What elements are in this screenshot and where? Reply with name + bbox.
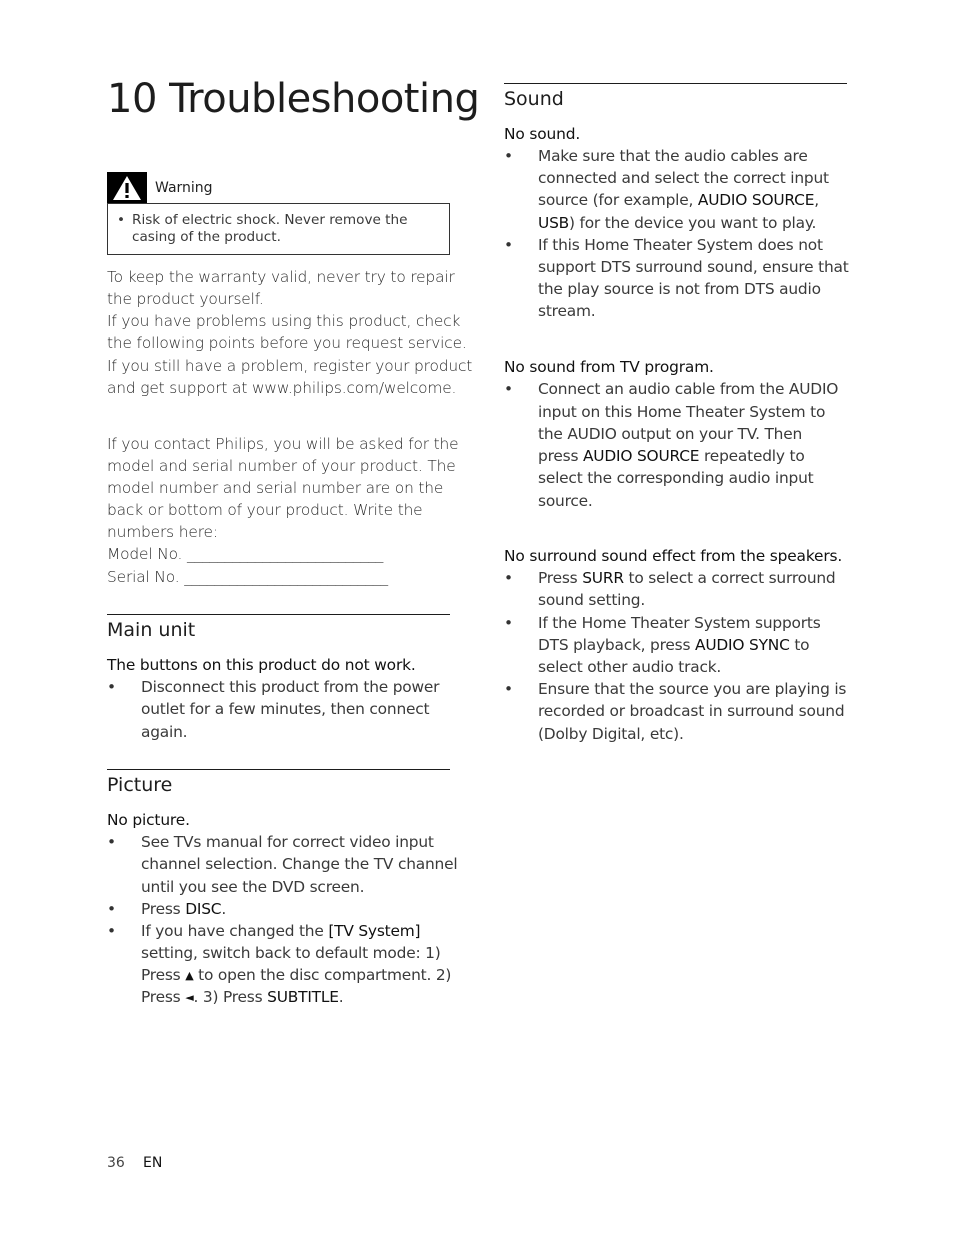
bullet-marker: • (107, 833, 117, 851)
section-heading-picture: Picture (107, 774, 173, 796)
text: to select a correct surround (623, 569, 836, 587)
bullet-text: Connect an audio cable from the AUDIO (538, 380, 839, 398)
bullet-marker: • (504, 236, 514, 254)
left-arrow-icon: ◄ (185, 991, 194, 1004)
language-code: EN (143, 1155, 163, 1171)
bullet-text (141, 986, 343, 1009)
bullet-marker: • (107, 900, 117, 918)
bullet-text: Ensure that the source you are playing is (538, 680, 847, 698)
warning-line-1: Risk of electric shock. Never remove the (132, 212, 408, 228)
bullet-text (538, 567, 836, 589)
text: repeatedly to (699, 447, 805, 465)
question-heading: No sound from TV program. (504, 358, 714, 376)
text: to (789, 636, 810, 654)
bullet-text: (Dolby Digital, etc). (538, 725, 684, 743)
bullet-text: until you see the DVD screen. (141, 878, 365, 896)
intro-line: If you still have a problem, register your product (107, 357, 473, 375)
bullet-text: See TVs manual for correct video input (141, 833, 434, 851)
bullet-text (538, 212, 816, 234)
text: If you have changed the (141, 922, 329, 940)
bullet-text: select the corresponding audio input (538, 469, 814, 487)
bullet-text: Make sure that the audio cables are (538, 147, 808, 165)
bullet-marker: • (504, 147, 514, 165)
section-heading-sound: Sound (504, 88, 564, 110)
bullet-marker: • (107, 922, 117, 940)
text: DTS playback, press (538, 636, 696, 654)
button-name-audio-source: AUDIO SOURCE (582, 447, 700, 465)
serial-number-field: Serial No. ___________________________ (107, 568, 388, 586)
intro-line: the product yourself. (107, 290, 264, 308)
text: Press (141, 966, 186, 984)
bullet-marker: • (504, 380, 514, 398)
bullet-text (141, 964, 451, 987)
bullet-text: source. (538, 492, 593, 510)
contact-line: numbers here: (107, 523, 218, 541)
bullet-text: input on this Home Theater System to (538, 403, 826, 421)
source-name-usb: USB (538, 214, 569, 232)
question-heading: The buttons on this product do not work. (107, 656, 416, 674)
bullet-text: the play source is not from DTS audio (538, 280, 821, 298)
text: ) for the device you want to play. (569, 214, 817, 232)
warning-bullet: • (117, 212, 126, 228)
text: Press (141, 900, 186, 918)
bullet-text (141, 898, 226, 920)
eject-icon: ▲ (185, 969, 194, 982)
button-name-surr: SURR (582, 569, 624, 587)
bullet-marker: • (504, 614, 514, 632)
text: Press (141, 988, 186, 1006)
section-divider (107, 769, 450, 770)
bullet-text (538, 445, 805, 467)
bullet-text: Disconnect this product from the power (141, 678, 440, 696)
bullet-text: recorded or broadcast in surround sound (538, 702, 845, 720)
intro-line: To keep the warranty valid, never try to repair (107, 268, 455, 286)
button-name-audio-sync: AUDIO SYNC (695, 636, 790, 654)
contact-line: model and serial number of your product. The (107, 457, 456, 475)
text: , (814, 191, 819, 209)
text: . (221, 900, 227, 918)
button-name-subtitle: SUBTITLE (267, 988, 339, 1006)
text: . 3) Press (193, 988, 268, 1006)
warning-label: Warning (155, 180, 213, 196)
bullet-marker: • (107, 678, 117, 696)
warning-line-2: casing of the product. (132, 229, 281, 245)
bullet-marker: • (504, 569, 514, 587)
bullet-text (141, 920, 420, 942)
text: source (for example, (538, 191, 698, 209)
bullet-text (538, 634, 809, 656)
bullet-text: If this Home Theater System does not (538, 236, 823, 254)
bullet-text: stream. (538, 302, 596, 320)
section-heading-main-unit: Main unit (107, 619, 196, 641)
bullet-text: again. (141, 723, 188, 741)
contact-line: If you contact Philips, you will be asked for the (107, 435, 459, 453)
setting-name-tv-system: [TV System] (328, 922, 421, 940)
warning-box (107, 203, 450, 255)
contact-line: model number and serial number are on the (107, 479, 444, 497)
question-heading: No surround sound effect from the speakers. (504, 547, 843, 565)
bullet-text: channel selection. Change the TV channel (141, 855, 458, 873)
question-heading: No sound. (504, 125, 581, 143)
intro-line: the following points before you request service. (107, 334, 467, 352)
button-name-disc: DISC (185, 900, 222, 918)
text: . (338, 988, 344, 1006)
bullet-text: sound setting. (538, 591, 646, 609)
text: Press (538, 569, 583, 587)
intro-line: If you have problems using this product, check (107, 312, 461, 330)
warning-triangle-icon (107, 172, 147, 203)
text: press (538, 447, 583, 465)
bullet-text: setting, switch back to default mode: 1) (141, 944, 441, 962)
bullet-text: support DTS surround sound, ensure that (538, 258, 849, 276)
warning-icon-bar (107, 172, 147, 203)
bullet-text (538, 189, 819, 211)
section-divider (504, 83, 847, 84)
page-number: 36 (107, 1155, 125, 1171)
bullet-text: If the Home Theater System supports (538, 614, 821, 632)
bullet-text: select other audio track. (538, 658, 722, 676)
bullet-text: outlet for a few minutes, then connect (141, 700, 430, 718)
intro-line: and get support at www.philips.com/welcome. (107, 379, 457, 397)
model-number-field: Model No. __________________________ (107, 545, 384, 563)
bullet-text: connected and select the correct input (538, 169, 829, 187)
contact-line: back or bottom of your product. Write the (107, 501, 423, 519)
page-title: 10 Troubleshooting (107, 76, 480, 122)
text: to open the disc compartment. 2) (193, 966, 452, 984)
button-name-audio-source: AUDIO SOURCE (697, 191, 815, 209)
bullet-text: the AUDIO output on your TV. Then (538, 425, 803, 443)
bullet-marker: • (504, 680, 514, 698)
section-divider (107, 614, 450, 615)
question-heading: No picture. (107, 811, 190, 829)
